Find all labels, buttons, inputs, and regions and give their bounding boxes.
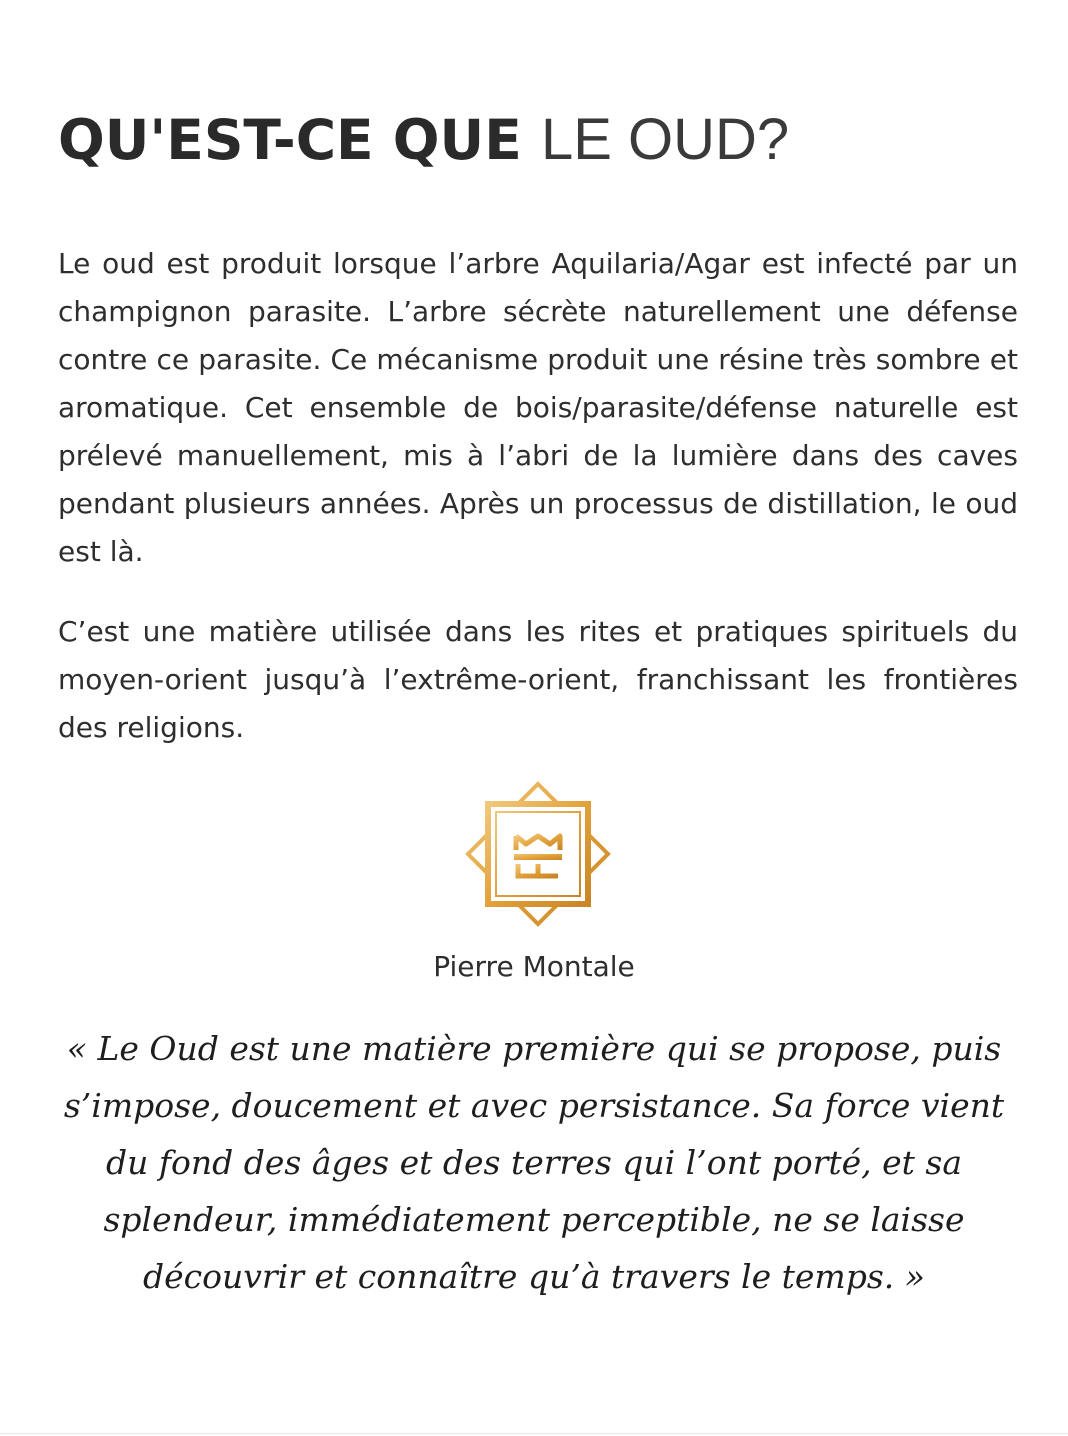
page-title [58,105,789,175]
pierre-montale-logo-icon [464,780,612,928]
brand-name: Pierre Montale [433,950,635,983]
page-title-light: LE OUD? [540,107,790,172]
paragraph-oud-origin: Le oud est produit lorsque l’arbre Aquilaria/Agar est infecté par un champignon parasite. L’arbre sécrète naturellement une défense contre ce parasite. Ce mécanisme produit une résine très sombre et aromatique. Cet ensemble de bois/parasite/défense naturelle est prélevé manuellement, mis à l’abri de la lumière dans des caves pendant plusieurs années. Après un processus de distillation, le oud est là. [58,247,1018,568]
divider [0,1433,1068,1434]
page-title-bold: QU'EST-CE QUE [58,108,522,172]
brand-quote: « Le Oud est une matière première qui se propose, puis s’impose, doucement et avec persistance. Sa force vient du fond des âges et des terres qui l’ont porté, et sa splendeur, immédiatement perceptible, ne se laisse découvrir et connaître qu’à travers le temps. » [63,1029,1005,1296]
paragraph-oud-usage: C’est une matière utilisée dans les rites et pratiques spirituels du moyen-orient jusqu’à l’extrême-orient, franchissant les frontières des religions. [58,615,1018,744]
